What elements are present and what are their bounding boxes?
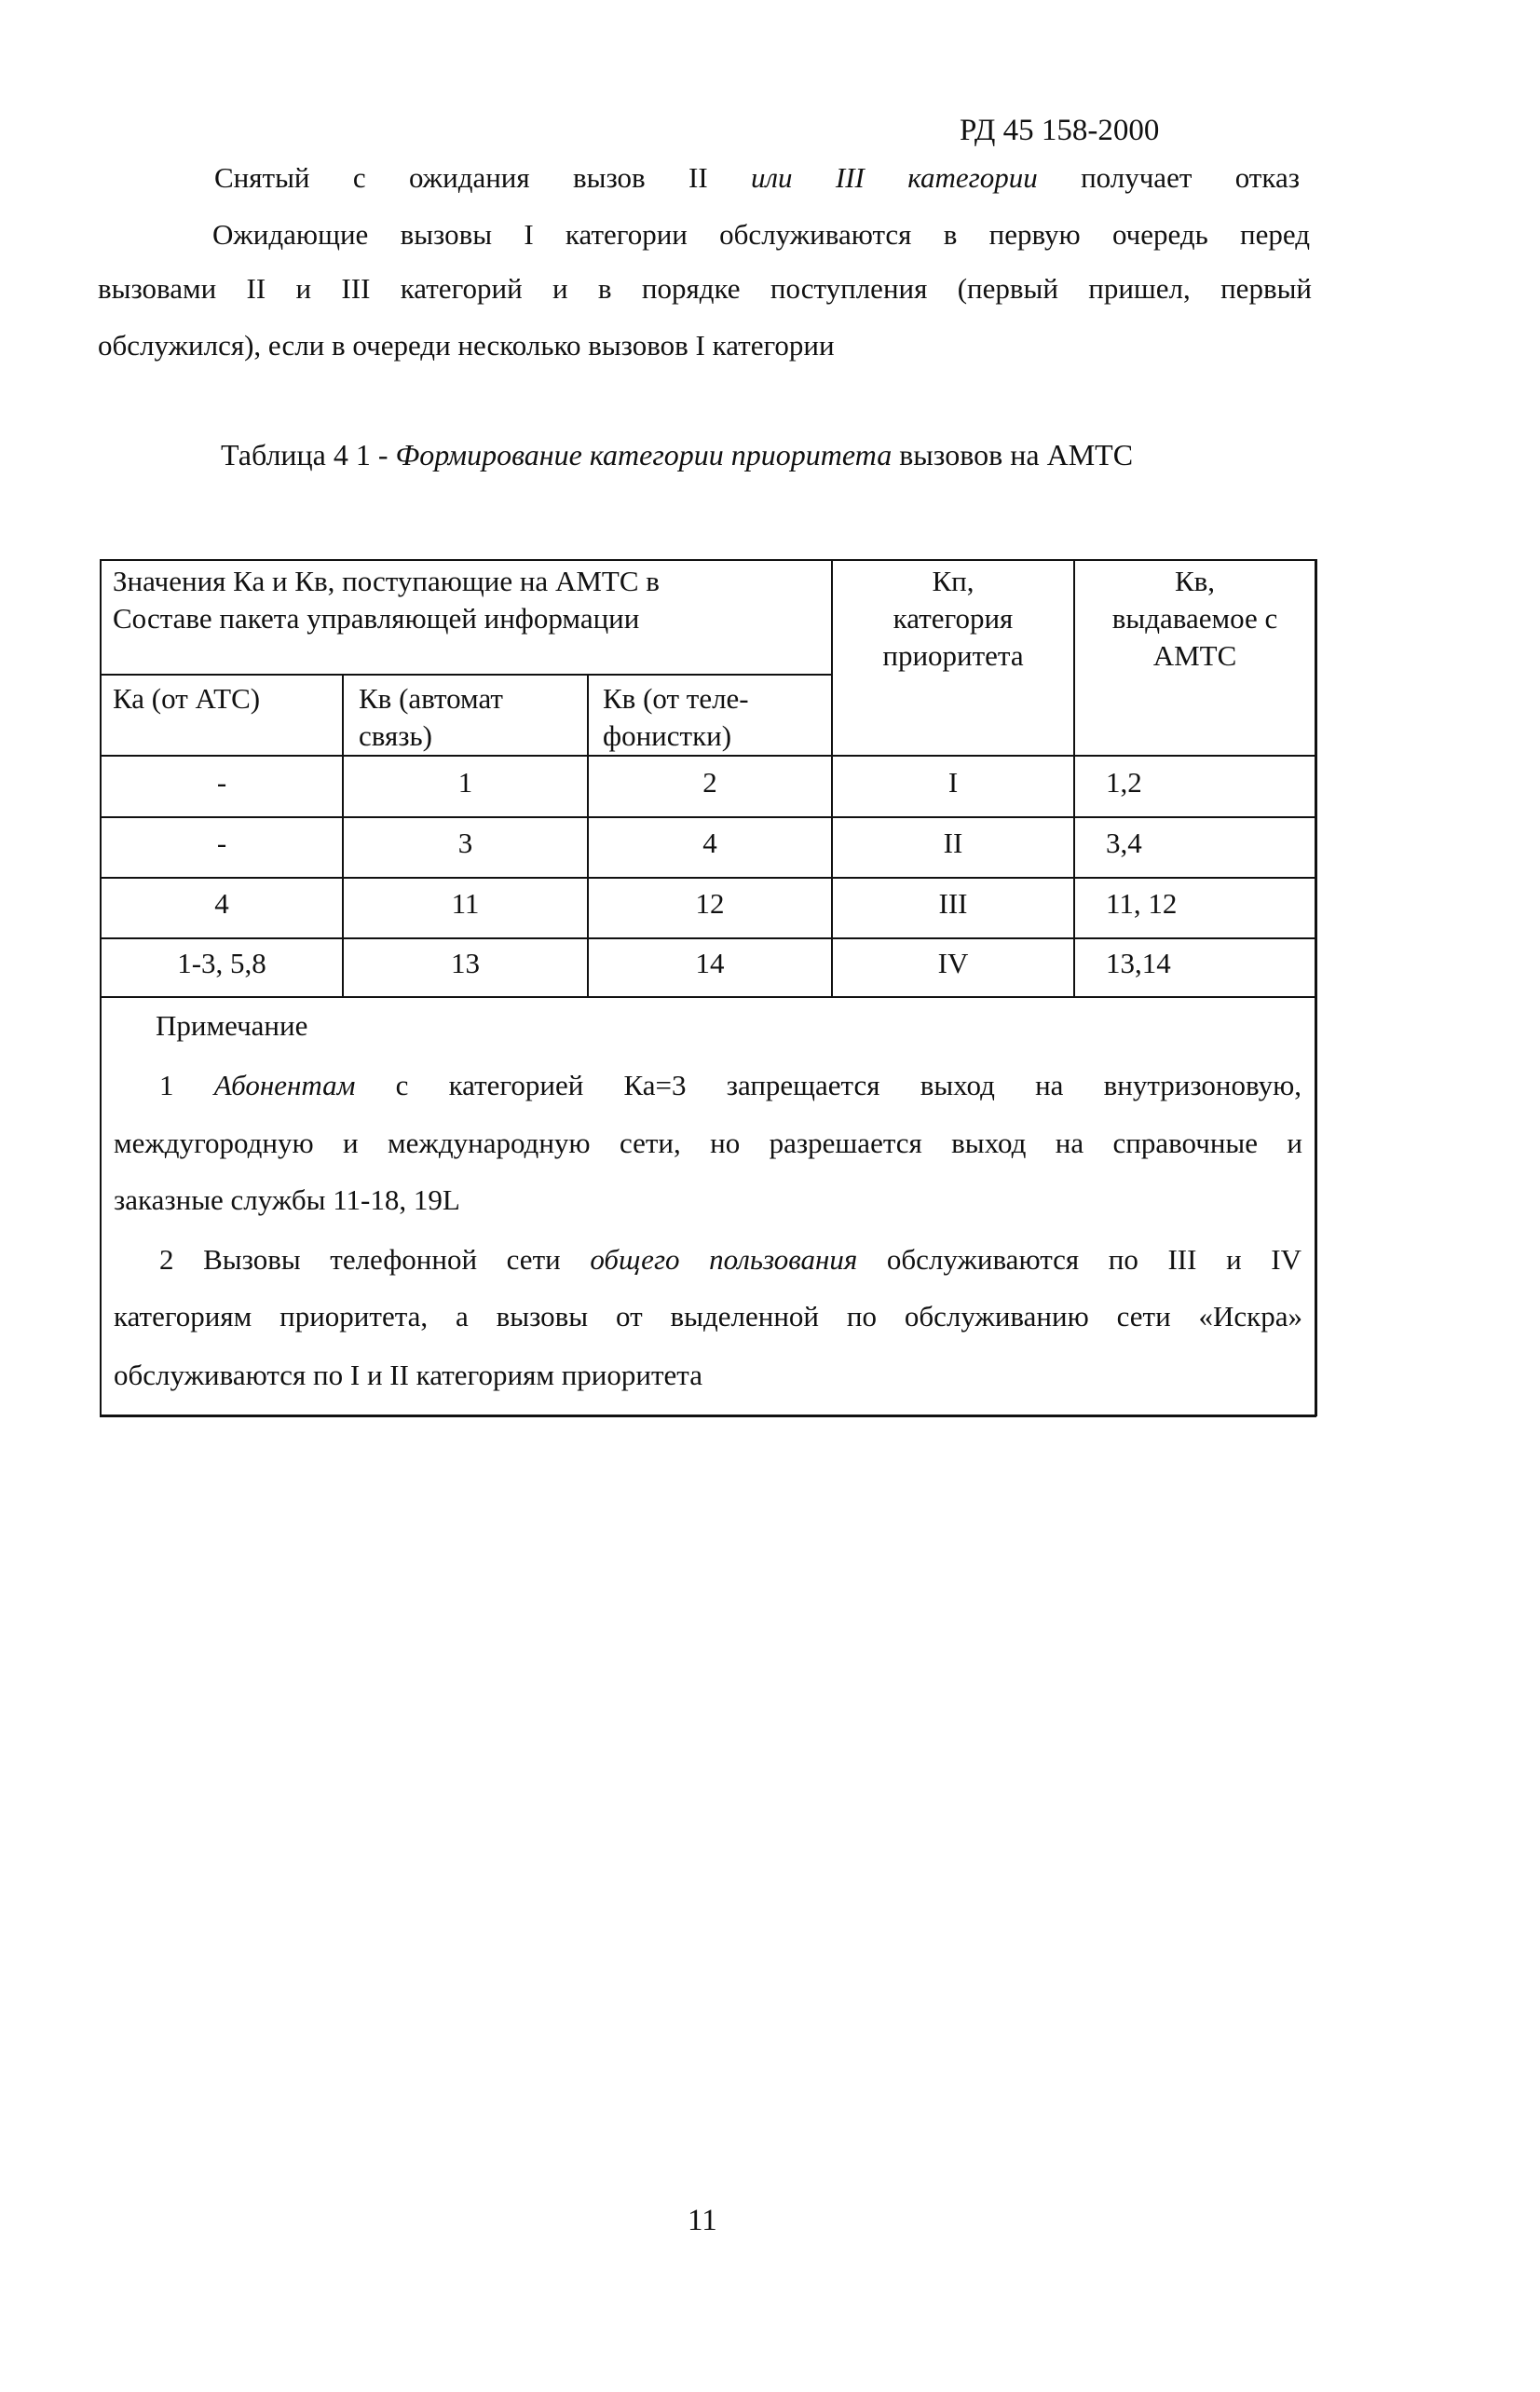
group-header	[113, 563, 660, 637]
cell-kv-out: 3,4	[1106, 827, 1142, 859]
note-2-line-3: обслуживаются по I и II категориям приоритета	[114, 1359, 702, 1391]
cell-kp: I	[947, 766, 959, 799]
table-border-bottom	[100, 1415, 1316, 1417]
cell-kv-out: 13,14	[1106, 947, 1171, 979]
table-caption	[221, 438, 1133, 472]
caption-suffix: вызовов на АМТС	[892, 438, 1134, 472]
note-title: Примечание	[156, 1009, 308, 1042]
header-ka: Ка (от АТС)	[113, 682, 261, 715]
header-kp-line: приоритета	[882, 639, 1024, 672]
intro-line-2: Ожидающие вызовы I категории обслуживаются в первую очередь перед	[212, 218, 1310, 251]
intro-line-1	[214, 152, 1300, 203]
header-kv-tel	[603, 680, 749, 755]
page-number: 11	[688, 2204, 717, 2237]
intro-word: с	[352, 161, 366, 194]
header-kv-auto-line: связь)	[359, 719, 432, 752]
note-1-line-2: междугородную и международную сети, но разрешается выход на справочные и	[114, 1127, 1302, 1159]
doc-code: РД 45 158-2000	[960, 114, 1160, 147]
cell-kv-tel: 14	[695, 947, 725, 979]
cell-kv-out: 1,2	[1106, 766, 1142, 799]
table-border-left	[100, 559, 102, 1416]
rule-row-4	[100, 996, 1316, 998]
cell-kv-tel: 12	[695, 887, 725, 920]
caption-prefix: Таблица 4 1 -	[221, 438, 396, 472]
header-kv-tel-line: фонистки)	[603, 719, 732, 752]
intro-line-4: обслужился), если в очереди несколько вызовов I категории	[98, 329, 835, 362]
group-header-line: Значения Ка и Кв, поступающие на АМТС в	[113, 565, 660, 597]
note-1-line-3: заказные службы 11-18, 19L	[114, 1183, 460, 1216]
intro-word: или	[751, 161, 793, 194]
cell-kv-out: 11, 12	[1106, 887, 1178, 920]
intro-word: Снятый	[214, 161, 310, 194]
cell-ka: -	[216, 766, 227, 799]
cell-kp: III	[938, 887, 968, 920]
note-1-line-1: 1 Абонентам с категорией Ка=3 запрещается выход на внутризоновую,	[159, 1069, 1302, 1101]
cell-ka: -	[216, 827, 227, 859]
header-kv-out	[1075, 563, 1315, 675]
intro-word: II	[688, 161, 708, 194]
rule-row-1	[100, 816, 1316, 818]
rule-row-2	[100, 877, 1316, 879]
cell-kv-auto: 11	[451, 887, 480, 920]
header-kp-line: Кп,	[932, 565, 974, 597]
rule-under-header	[100, 755, 1316, 757]
table-border-right	[1315, 559, 1317, 1416]
cell-kv-auto: 13	[451, 947, 480, 979]
header-kv-auto-line: Кв (автомат	[359, 682, 503, 715]
intro-word: вызов	[573, 161, 646, 194]
rule-under-group	[100, 674, 831, 676]
intro-line-3: вызовами II и III категорий и в порядке поступления (первый пришел, первый	[98, 272, 1312, 305]
cell-kp: II	[943, 827, 963, 859]
header-kv-tel-line: Кв (от теле-	[603, 682, 749, 715]
cell-ka: 4	[214, 887, 229, 920]
header-kv-out-line: АМТС	[1152, 639, 1237, 672]
caption-italic: Формирование категории приоритета	[395, 438, 893, 472]
intro-word: III	[835, 161, 865, 194]
intro-word: ожидания	[408, 161, 530, 194]
table-border-top	[100, 559, 1316, 561]
header-kp	[833, 563, 1073, 675]
note-2-line-2: категориям приоритета, а вызовы от выделенной по обслуживанию сети «Искра»	[114, 1300, 1302, 1333]
intro-word: получает	[1081, 161, 1192, 194]
note-2-line-1: 2 Вызовы телефонной сети общего пользования обслуживаются по III и IV	[159, 1243, 1302, 1276]
group-header-line: Составе пакета управляющей информации	[113, 602, 640, 635]
cell-kv-auto: 3	[457, 827, 473, 859]
cell-kv-tel: 4	[702, 827, 717, 859]
intro-word: отказ	[1234, 161, 1300, 194]
header-kv-out-line: выдаваемое с	[1111, 602, 1278, 635]
cell-ka: 1-3, 5,8	[177, 947, 266, 979]
priority-table	[100, 559, 1316, 1416]
header-kv-out-line: Кв,	[1174, 565, 1216, 597]
header-kp-line: категория	[893, 602, 1014, 635]
cell-kv-tel: 2	[702, 766, 717, 799]
cell-kp: IV	[937, 947, 969, 979]
header-kv-auto	[359, 680, 503, 755]
intro-word: категории	[907, 161, 1038, 194]
rule-row-3	[100, 937, 1316, 939]
cell-kv-auto: 1	[457, 766, 473, 799]
